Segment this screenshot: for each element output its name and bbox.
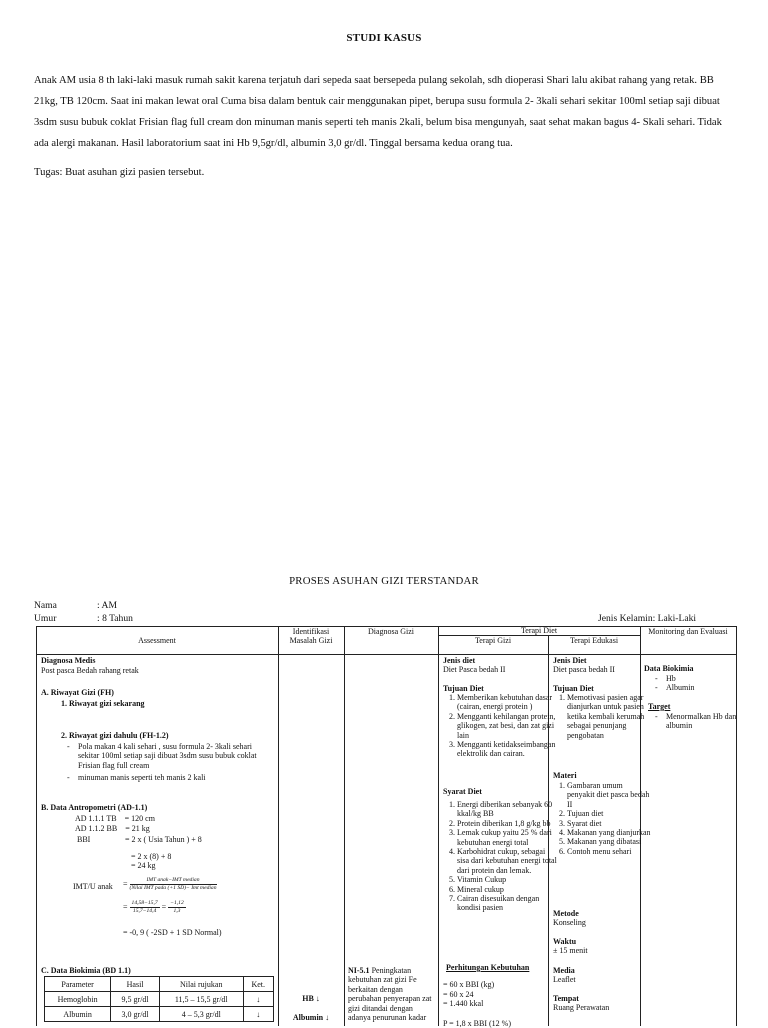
list-item: 3. Mengganti ketidakseimbangan elektrolik dan cairan. xyxy=(457,740,557,759)
bbi-step: = 2 x (8) + 8 xyxy=(131,852,172,861)
header-terapi-diet: Terapi Diet xyxy=(520,626,558,635)
tb-value: AD 1.1.1 TB = 120 cm xyxy=(75,814,155,823)
list-item: 2. Protein diberikan 1,8 g/kg bb xyxy=(457,819,557,828)
patient-name-label: Nama xyxy=(34,600,57,611)
riwayat-dahulu-list xyxy=(64,742,274,783)
diagnosa-medis-heading: Diagnosa Medis xyxy=(41,656,96,665)
imt-formula: = $\frac{\text{IMT anak−IMT median}}{\text{(Nilai IMT pada (+1 SD)− Imt median}}$ xyxy=(123,877,217,891)
jenis-diet: Diet Pasca bedah II xyxy=(443,665,506,674)
imt-result: = -0, 9 ( -2SD + 1 SD Normal) xyxy=(123,928,222,937)
patient-age-value: : 8 Tahun xyxy=(97,613,133,624)
lab-cell: 4 – 5,3 gr/dl xyxy=(159,1007,243,1022)
list-item: - Hb xyxy=(666,674,746,683)
imt-calculation: = $\frac{14,58-15,7}{15,7-14,4}$ = $\frac{-1,12}{1,3}$ xyxy=(123,900,184,914)
materi-list xyxy=(555,781,651,856)
tujuan-diet-heading: Tujuan Diet xyxy=(443,684,484,693)
riwayat-gizi-sekarang: 1. Riwayat gizi sekarang xyxy=(61,699,145,708)
table-row xyxy=(45,1007,274,1022)
riwayat-gizi-dahulu: 2. Riwayat gizi dahulu (FH-1.2) xyxy=(61,731,169,740)
perhitungan-line: = 60 x 24 xyxy=(443,990,474,999)
edukasi-tujuan-list xyxy=(555,693,651,740)
list-item: 1. Gambaran umum penyakit diet pasca bedah II xyxy=(567,781,651,809)
header-monitoring: Monitoring dan Evaluasi xyxy=(648,627,728,636)
identifikasi-albumin: Albumin ↓ xyxy=(292,1013,330,1022)
list-item: - Menormalkan Hb dan albumin xyxy=(666,712,746,731)
materi-heading: Materi xyxy=(553,771,577,780)
list-item: - minuman manis seperti teh manis 2 kali xyxy=(78,773,274,782)
waktu: ± 15 menit xyxy=(553,946,588,955)
list-item: - Pola makan 4 kali sehari , susu formula 2- 3kali sehari sekitar 100ml setiap saji dibuat 3sdm susu bubuk coklat Frisian flag full cream xyxy=(78,742,274,770)
header-terapi-edukasi: Terapi Edukasi xyxy=(569,636,619,645)
jenis-diet-heading: Jenis diet xyxy=(443,656,476,665)
waktu-heading: Waktu xyxy=(553,937,577,946)
edukasi-tujuan-heading: Tujuan Diet xyxy=(553,684,594,693)
case-narrative: Anak AM usia 8 th laki-laki masuk rumah sakit karena terjatuh dari sepeda saat bersepeda pulang sekolah, sdh dioperasi Shari lalu akibat rahang yang retak. BB 21kg, TB 120cm. Saat ini makan lewat oral Cuma bisa dalam bentuk cair menggunakan pipet, berupa susu formula 2- 3kali sehari sekitar 100ml setiap saji dibuat 3sdm susu bubuk coklat Frisian flag full cream don minuman manis seperti teh manis 2kali, belum bisa mengunyah, saat sehat makan bagus 4- Skali sehari. Tidak ada alergi makanan. Hasil laboratorium saat ini Hb 9,5gr/dl, albumin 3,0 gr/dl. Tinggal bersama kedua orang tua. xyxy=(34,75,722,149)
list-item: 3. Syarat diet xyxy=(567,819,651,828)
lab-header-cell: Parameter xyxy=(45,977,111,992)
perhitungan-heading: Perhitungan Kebutuhan xyxy=(446,963,530,972)
document-title: STUDI KASUS xyxy=(346,32,422,44)
riwayat-gizi-heading: A. Riwayat Gizi (FH) xyxy=(41,688,114,697)
media-heading: Media xyxy=(553,966,575,975)
bb-value: AD 1.1.2 BB = 21 kg xyxy=(75,824,150,833)
identifikasi-hb: HB ↓ xyxy=(302,994,320,1003)
lab-cell: ↓ xyxy=(243,992,274,1007)
tempat-heading: Tempat xyxy=(553,994,579,1003)
diagnosa-medis: Post pasca Bedah rahang retak xyxy=(41,666,139,675)
syarat-diet-list xyxy=(445,800,557,913)
list-item: 1. Memotivasi pasien agar dianjurkan untuk pasien ketika kembali kerumah sebagai penunjang pengobatan xyxy=(567,693,651,740)
patient-age-label: Umur xyxy=(34,613,57,624)
target-list xyxy=(652,712,746,731)
list-item: 7. Cairan disesuikan dengan kondisi pasien xyxy=(457,894,557,913)
list-item: 1. Memberikan kebutuhan dasar (cairan, energi protein ) xyxy=(457,693,557,712)
header-terapi-gizi: Terapi Gizi xyxy=(474,636,512,645)
patient-gender: Jenis Kelamin: Laki-Laki xyxy=(598,613,697,624)
tujuan-diet-list xyxy=(445,693,557,759)
biokimia-heading: C. Data Biokimia (BD 1.1) xyxy=(41,966,131,975)
header-identifikasi: Identifikasi Masalah Gizi xyxy=(289,627,333,646)
list-item: - Albumin xyxy=(666,683,746,692)
tempat: Ruang Perawatan xyxy=(553,1003,610,1012)
list-item: 4. Karbohidrat cukup, sebagai sisa dari kebutuhan energi total dari protein dan lemak. xyxy=(457,847,557,875)
section-title: PROSES ASUHAN GIZI TERSTANDAR xyxy=(289,575,479,587)
lab-cell: ↓ xyxy=(243,1007,274,1022)
diagnosa-code: NI-5.1 xyxy=(348,966,370,975)
diagnosa-text: Peningkatan kebutuhan zat gizi Fe berkaitan dengan perubahan penyerapan zat gizi ditandai dengan adanya penurunan kadar xyxy=(348,966,432,1023)
bbi-result: = 24 kg xyxy=(131,861,156,870)
target-heading: Target xyxy=(648,702,671,711)
table-row xyxy=(45,992,274,1007)
lab-cell: 3,0 gr/dl xyxy=(111,1007,160,1022)
lab-cell: Hemoglobin xyxy=(45,992,111,1007)
lab-cell: Albumin xyxy=(45,1007,111,1022)
list-item: 1. Energi diberikan sebanyak 60 kkal/kg BB xyxy=(457,800,557,819)
lab-table xyxy=(44,976,274,1022)
antropometri-heading: B. Data Antropometri (AD-1.1) xyxy=(41,803,148,812)
perhitungan-line: = 1.440 kkal xyxy=(443,999,484,1008)
lab-cell: 9,5 gr/dl xyxy=(111,992,160,1007)
list-item: 6. Contoh menu sehari xyxy=(567,847,651,856)
metode: Konseling xyxy=(553,918,586,927)
syarat-diet-heading: Syarat Diet xyxy=(443,787,482,796)
bbi-label: BBI xyxy=(77,835,91,844)
header-diagnosa: Diagnosa Gizi xyxy=(368,627,414,636)
metode-heading: Metode xyxy=(553,909,579,918)
list-item: 2. Tujuan diet xyxy=(567,809,651,818)
list-item: 2. Mengganti kehilangan protein, glikogen, zat besi, dan zat gizi lain xyxy=(457,712,557,740)
edukasi-jenis: Diet pasca bedah II xyxy=(553,665,615,674)
lab-cell: 11,5 – 15,5 gr/dl xyxy=(159,992,243,1007)
table-row xyxy=(45,977,274,992)
bbi-formula: = 2 x ( Usia Tahun ) + 8 xyxy=(125,835,202,844)
lab-header-cell: Ket. xyxy=(243,977,274,992)
imt-label: IMT/U anak xyxy=(73,882,113,891)
monitoring-biokimia-heading: Data Biokimia xyxy=(644,664,694,673)
list-item: 3. Lemak cukup yaitu 25 % dari kebutuhan energi total xyxy=(457,828,557,847)
perhitungan-protein: P = 1,8 x BBI (12 %) xyxy=(443,1019,511,1028)
header-assessment: Assessment xyxy=(138,636,176,645)
task-instruction: Tugas: Buat asuhan gizi pasien tersebut. xyxy=(34,167,205,178)
list-item: 6. Mineral cukup xyxy=(457,885,557,894)
list-item: 4. Makanan yang dianjurkan xyxy=(567,828,651,837)
diagnosa-gizi xyxy=(348,966,434,1022)
media: Leaflet xyxy=(553,975,576,984)
monitoring-biokimia-list xyxy=(652,674,746,693)
list-item: 5. Makanan yang dibatasi xyxy=(567,837,651,846)
edukasi-jenis-heading: Jenis Diet xyxy=(553,656,587,665)
patient-name-value: : AM xyxy=(97,600,117,611)
perhitungan-line: = 60 x BBI (kg) xyxy=(443,980,495,989)
lab-header-cell: Nilai rujukan xyxy=(159,977,243,992)
list-item: 5. Vitamin Cukup xyxy=(457,875,557,884)
lab-header-cell: Hasil xyxy=(111,977,160,992)
